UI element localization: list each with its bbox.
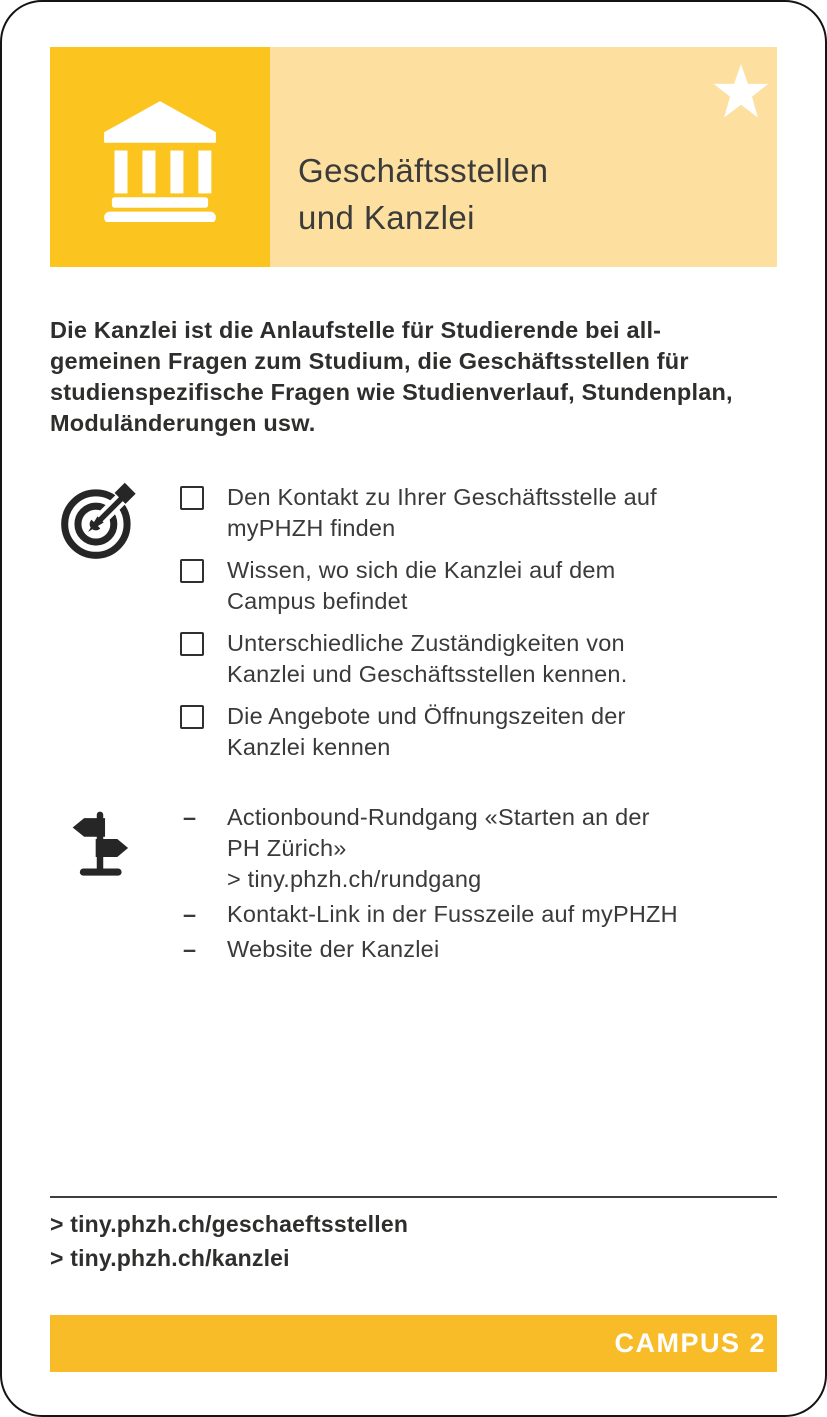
star-icon: [712, 63, 770, 121]
checklist-item: [180, 555, 777, 617]
ways-list: [180, 802, 777, 965]
links-block: [50, 1207, 781, 1275]
checklist-item-text: Unterschiedliche Zuständigkeiten von Kanzlei und Geschäftsstellen kennen.: [227, 630, 628, 687]
target-icon: [60, 482, 138, 560]
intro-paragraph: [50, 315, 781, 439]
list-item: [180, 899, 777, 930]
list-item-text: Website der Kanzlei: [227, 936, 440, 962]
checkbox[interactable]: [180, 559, 204, 583]
list-item-text: Kontakt-Link in der Fusszeile auf myPHZH: [227, 901, 678, 927]
checklist-item-text: Den Kontakt zu Ihrer Geschäftsstelle auf myPHZH finden: [227, 484, 657, 541]
dash-marker: –: [183, 901, 197, 927]
checkbox[interactable]: [180, 632, 204, 656]
checklist-item-text: Wissen, wo sich die Kanzlei auf dem Campus befindet: [227, 557, 616, 614]
checkbox[interactable]: [180, 486, 204, 510]
list-item: [180, 934, 777, 965]
checklist-item: [180, 628, 777, 690]
dash-marker: –: [183, 936, 197, 962]
dash-marker: –: [183, 804, 197, 830]
campus-badge: CAMPUS 2: [614, 1328, 766, 1358]
intro-line: Moduländerungen usw.: [50, 410, 316, 436]
header-title-box: [270, 47, 777, 267]
divider: [50, 1196, 777, 1198]
checklist-item: [180, 701, 777, 763]
list-item: [180, 802, 777, 895]
page-title-line1: Geschäftsstellen: [298, 152, 549, 189]
intro-line: gemeinen Fragen zum Studium, die Geschäftsstellen für: [50, 348, 689, 374]
page-title-line2: und Kanzlei: [298, 199, 475, 236]
checkbox[interactable]: [180, 705, 204, 729]
geschaeftsstellen-link[interactable]: > tiny.phzh.ch/geschaeftsstellen: [50, 1211, 409, 1237]
card-header: [50, 47, 777, 267]
checklist-item: [180, 482, 777, 544]
kanzlei-link[interactable]: > tiny.phzh.ch/kanzlei: [50, 1245, 290, 1271]
header-icon-box: [50, 47, 270, 267]
list-item-text: Actionbound-Rundgang «Starten an der PH Zürich»: [227, 804, 650, 861]
signpost-icon: [64, 806, 136, 882]
footer-bar: [50, 1315, 777, 1372]
goals-section: [50, 482, 777, 774]
intro-line: Die Kanzlei ist die Anlaufstelle für Studierende bei all-: [50, 317, 662, 343]
checklist-item-text: Die Angebote und Öffnungszeiten der Kanzlei kennen: [227, 703, 626, 760]
bank-building-icon: [95, 92, 225, 222]
ways-section: [50, 802, 777, 969]
goals-checklist: [180, 482, 777, 763]
intro-line: studienspezifische Fragen wie Studienverlauf, Stundenplan,: [50, 379, 733, 405]
rundgang-link[interactable]: > tiny.phzh.ch/rundgang: [227, 866, 482, 892]
